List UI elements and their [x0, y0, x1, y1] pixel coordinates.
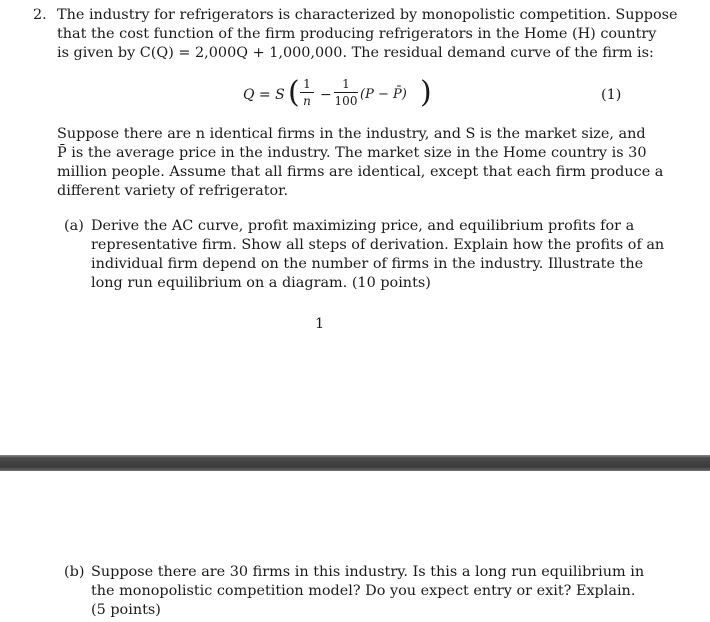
part-a-line-2: representative firm. Show all steps of derivation. Explain how the profits of an: [91, 237, 665, 253]
page-separator: [0, 455, 710, 471]
page-2: [0, 471, 710, 622]
equation-lhs: Q = S: [243, 87, 285, 103]
equation-right-paren: ): [420, 75, 432, 110]
intro-line-2: that the cost function of the firm producing refrigerators in the Home (H) country: [57, 26, 657, 42]
equation-tail: (P − P̄): [360, 87, 407, 102]
body-line-3: million people. Assume that all firms are identical, except that each firm produce a: [57, 164, 664, 180]
equation-left-paren: (: [288, 75, 300, 110]
question-number: 2.: [33, 7, 47, 23]
fraction-1-denominator: n: [303, 94, 311, 108]
demand-equation: [243, 76, 443, 114]
part-a-line-4: long run equilibrium on a diagram. (10 points): [91, 275, 431, 291]
part-a-line-1: Derive the AC curve, profit maximizing price, and equilibrium profits for a: [91, 218, 635, 234]
fraction-2-denominator: 100: [334, 94, 358, 108]
part-b-line-1: Suppose there are 30 firms in this industry. Is this a long run equilibrium in: [91, 564, 645, 580]
part-b-label: (b): [64, 564, 85, 580]
fraction-2-numerator: 1: [342, 77, 350, 91]
part-b-line-3: (5 points): [91, 602, 161, 618]
part-a-label: (a): [64, 218, 84, 234]
body-line-4: different variety of refrigerator.: [57, 183, 289, 199]
body-line-1: Suppose there are n identical firms in the industry, and S is the market size, and: [57, 126, 646, 142]
body-line-2: P̄ is the average price in the industry. The market size in the Home country is 30: [57, 145, 647, 161]
page-number: 1: [315, 316, 325, 332]
part-a-line-3: individual firm depend on the number of firms in the industry. Illustrate the: [91, 256, 644, 272]
intro-line-3: is given by C(Q) = 2,000Q + 1,000,000. The residual demand curve of the firm is:: [57, 45, 654, 61]
equation-number: (1): [601, 87, 622, 103]
equation-minus: −: [320, 87, 332, 103]
fraction-one-over-n: [300, 77, 314, 108]
intro-line-1: The industry for refrigerators is characterized by monopolistic competition. Suppose: [57, 7, 678, 23]
fraction-one-over-100: [334, 77, 358, 108]
fraction-1-numerator: 1: [303, 77, 311, 91]
part-b-line-2: the monopolistic competition model? Do you expect entry or exit? Explain.: [91, 583, 636, 599]
